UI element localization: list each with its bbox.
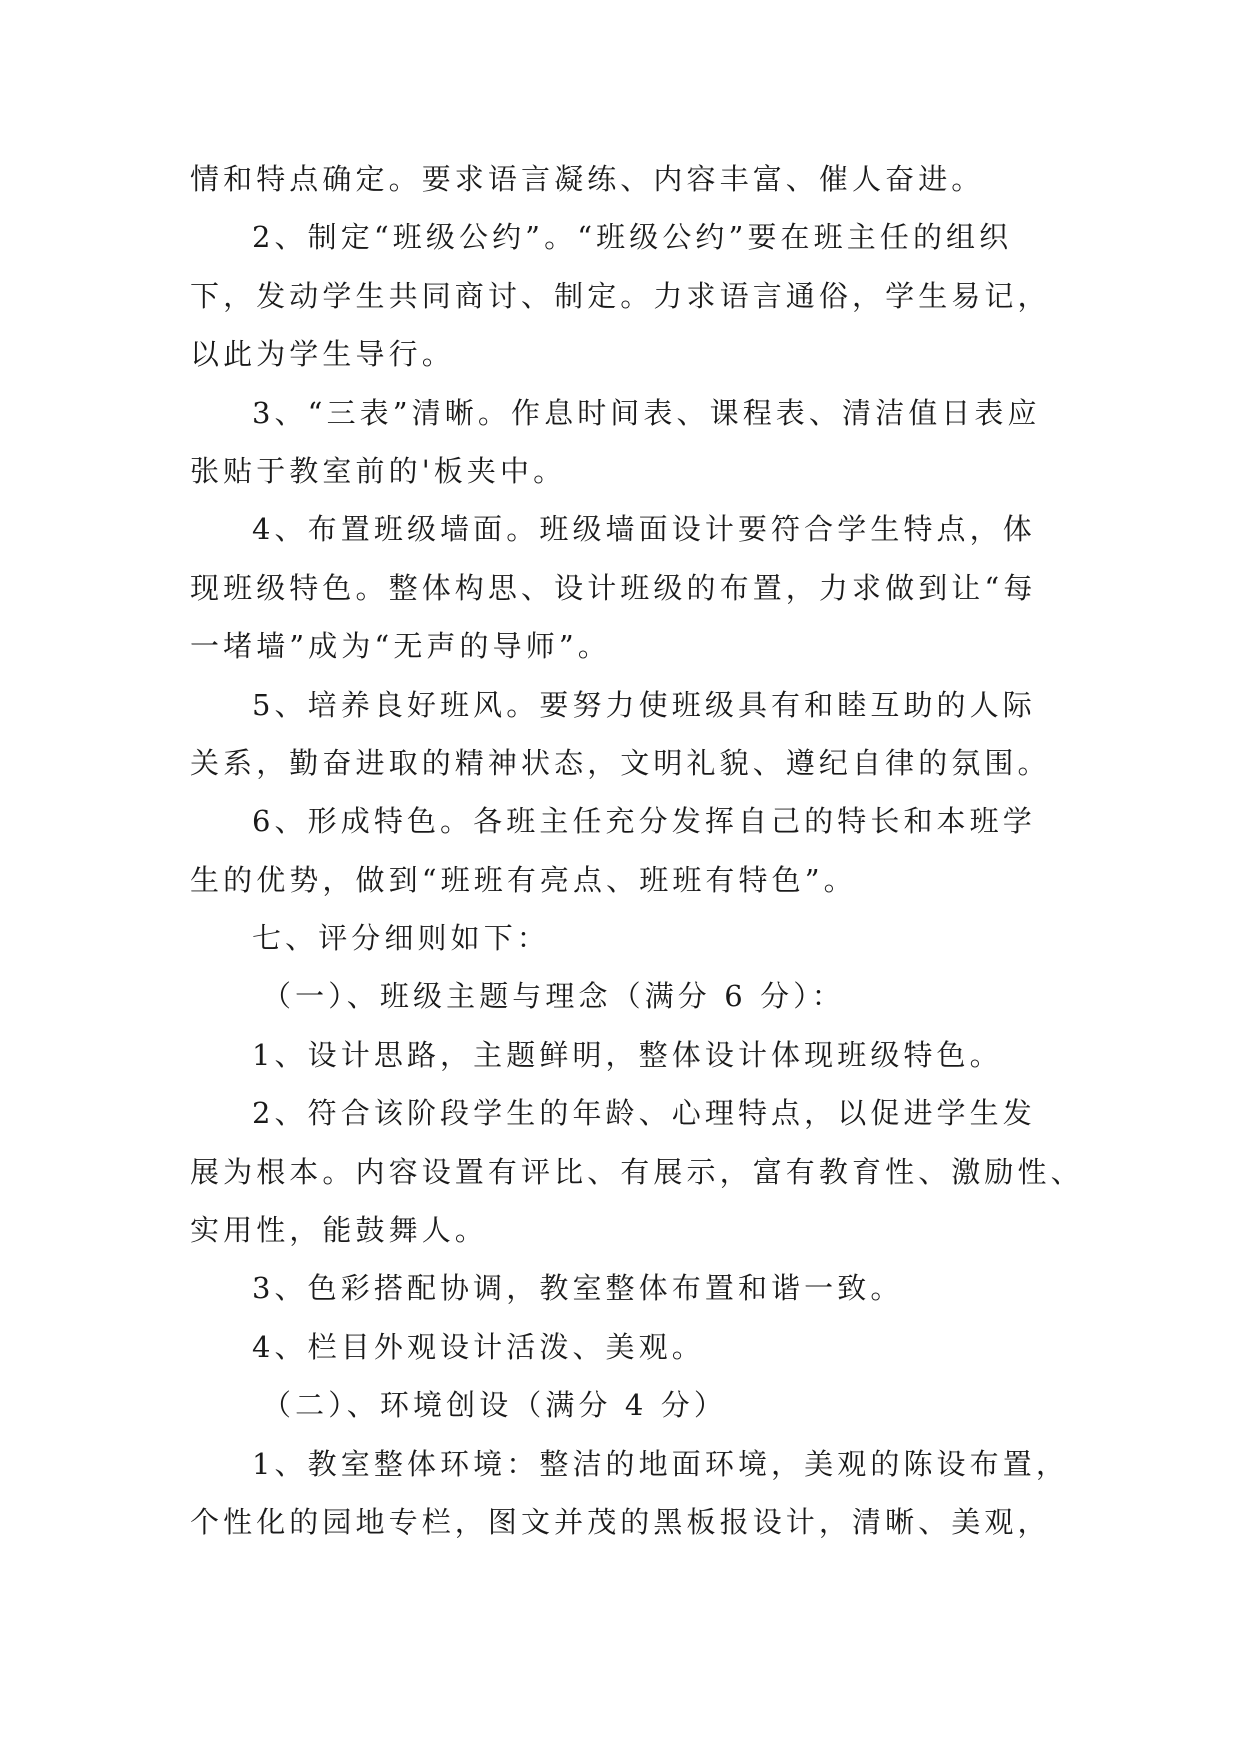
text-line: 下，发动学生共同商讨、制定。力求语言通俗，学生易记， bbox=[190, 278, 1051, 313]
text-line: 个性化的园地专栏，图文并茂的黑板报设计，清晰、美观， bbox=[190, 1504, 1051, 1539]
text-line: （二）、环境创设（满分 4 分） bbox=[262, 1388, 727, 1423]
text-line: 七、评分细则如下： bbox=[252, 921, 550, 956]
text-line: 实用性，能鼓舞人。 bbox=[190, 1213, 488, 1248]
text-line: 张贴于教室前的'板夹中。 bbox=[190, 453, 567, 488]
text-line: 3、色彩搭配协调，教室整体布置和谐一致。 bbox=[252, 1271, 904, 1306]
text-line: 现班级特色。整体构思、设计班级的布置，力求做到让“每 bbox=[190, 570, 1037, 605]
text-line: 4、栏目外观设计活泼、美观。 bbox=[252, 1329, 705, 1364]
text-line: 关系，勤奋进取的精神状态，文明礼貌、遵纪自律的氛围。 bbox=[190, 745, 1051, 780]
text-line: （一）、班级主题与理念（满分 6 分）： bbox=[262, 979, 845, 1014]
text-line: 2、制定“班级公约”。“班级公约”要在班主任的组织 bbox=[252, 220, 1013, 255]
text-line: 3、“三表”清晰。作息时间表、课程表、清洁值日表应 bbox=[252, 395, 1041, 430]
text-line: 6、形成特色。各班主任充分发挥自己的特长和本班学 bbox=[252, 804, 1036, 839]
body-text bbox=[190, 150, 1084, 1551]
text-line: 展为根本。内容设置有评比、有展示，富有教育性、激励性、 bbox=[190, 1154, 1084, 1189]
text-line: 情和特点确定。要求语言凝练、内容丰富、催人奋进。 bbox=[190, 162, 985, 196]
text-line: 以此为学生导行。 bbox=[190, 337, 455, 372]
text-line: 1、教室整体环境：整洁的地面环境，美观的陈设布置， bbox=[252, 1446, 1069, 1481]
text-line: 生的优势，做到“班班有亮点、班班有特色”。 bbox=[190, 862, 857, 897]
text-line: 一堵墙”成为“无声的导师”。 bbox=[190, 629, 611, 664]
text-line: 2、符合该阶段学生的年龄、心理特点，以促进学生发 bbox=[252, 1096, 1036, 1131]
text-line: 4、布置班级墙面。班级墙面设计要符合学生特点，体 bbox=[252, 512, 1036, 547]
text-line: 1、设计思路，主题鲜明，整体设计体现班级特色。 bbox=[252, 1037, 1003, 1072]
text-line: 5、培养良好班风。要努力使班级具有和睦互助的人际 bbox=[252, 687, 1036, 722]
